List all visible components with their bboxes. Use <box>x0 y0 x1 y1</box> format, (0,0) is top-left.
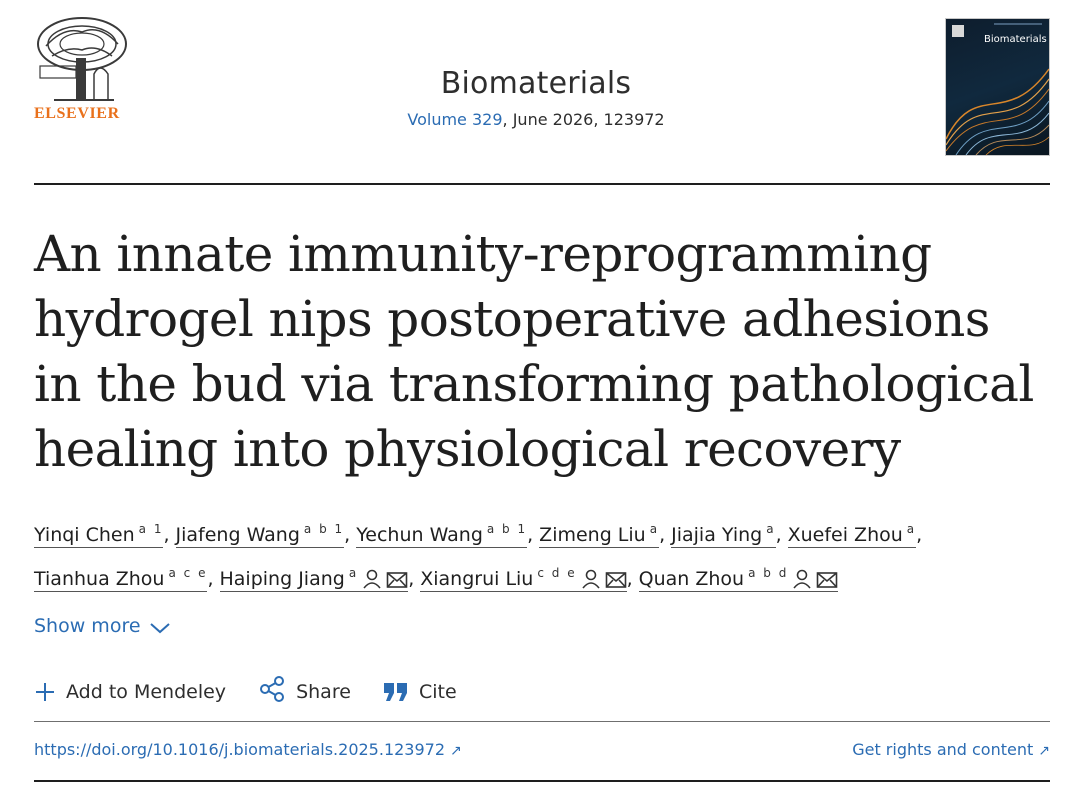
author-name: Jiafeng Wang <box>175 524 300 546</box>
author-name: Yinqi Chen <box>34 524 135 546</box>
article-actions <box>34 675 483 703</box>
rights-link[interactable] <box>852 740 1050 759</box>
author-item[interactable] <box>34 554 220 598</box>
chevron-down-icon <box>149 621 171 635</box>
author-affiliation-marks: a b 1 <box>303 522 345 536</box>
author-item[interactable] <box>220 554 421 598</box>
article-title: An innate immunity-reprogramming hydrogel nips postoperative adhesions in the bud via transforming pathological healing into physiological recovery <box>34 225 1034 478</box>
share-icon <box>258 675 286 703</box>
elsevier-tree-icon <box>34 16 130 102</box>
author-affiliation-marks: c d e <box>537 566 577 580</box>
author-link[interactable] <box>539 524 659 548</box>
author-item[interactable] <box>788 510 929 554</box>
author-name: Quan Zhou <box>638 568 745 590</box>
author-affiliation-marks: a c e <box>168 566 208 580</box>
author-separator: , <box>916 524 923 546</box>
author-separator: , <box>775 524 782 546</box>
author-name: Tianhua Zhou <box>34 568 165 590</box>
author-item[interactable] <box>176 510 357 554</box>
author-separator: , <box>344 524 351 546</box>
author-link[interactable] <box>34 568 207 592</box>
author-item[interactable] <box>539 510 671 554</box>
author-item[interactable] <box>639 554 845 598</box>
cite-label: Cite <box>418 681 457 703</box>
mail-icon <box>816 571 838 589</box>
show-more-link[interactable] <box>34 615 171 637</box>
cite-button[interactable] <box>383 681 457 703</box>
share-label: Share <box>296 681 351 703</box>
author-name: Xuefei Zhou <box>787 524 903 546</box>
author-link[interactable] <box>176 524 345 548</box>
author-link[interactable] <box>671 524 775 548</box>
cover-journal-label: Biomaterials <box>984 34 1047 45</box>
share-button[interactable] <box>258 675 351 703</box>
doi-url: https://doi.org/10.1016/j.biomaterials.2025.123972 <box>34 740 446 759</box>
add-to-mendeley-button[interactable] <box>34 681 226 703</box>
show-more-label: Show more <box>34 615 141 637</box>
cover-artwork <box>946 19 1049 155</box>
author-item[interactable] <box>671 510 787 554</box>
author-link[interactable] <box>420 568 626 592</box>
header-divider <box>34 183 1050 185</box>
author-link[interactable] <box>34 524 163 548</box>
author-item[interactable] <box>356 510 539 554</box>
author-list <box>34 510 1050 598</box>
author-affiliation-marks: a <box>649 522 660 536</box>
author-item[interactable] <box>34 510 176 554</box>
mendeley-label: Add to Mendeley <box>66 681 227 703</box>
author-separator: , <box>527 524 534 546</box>
journal-info <box>284 64 788 129</box>
journal-header <box>34 12 1050 184</box>
author-name: Haiping Jiang <box>219 568 345 590</box>
rights-label: Get rights and content <box>852 740 1034 759</box>
person-icon <box>792 569 812 589</box>
author-separator: , <box>163 524 170 546</box>
author-link[interactable] <box>356 524 527 548</box>
author-item[interactable] <box>420 554 638 598</box>
volume-link[interactable]: Volume 329 <box>407 110 503 129</box>
publisher-name: ELSEVIER <box>34 105 120 122</box>
external-arrow-icon: ↗ <box>1038 743 1050 759</box>
footer-divider <box>34 780 1050 782</box>
issue-details: , June 2026, 123972 <box>502 110 665 129</box>
author-link[interactable] <box>220 568 409 592</box>
author-name: Xiangrui Liu <box>420 568 534 590</box>
mail-icon <box>605 571 627 589</box>
doi-link[interactable] <box>34 740 462 759</box>
author-affiliation-marks: a <box>348 566 359 580</box>
external-arrow-icon: ↗ <box>450 743 462 759</box>
author-link[interactable] <box>788 524 917 548</box>
journal-cover-image[interactable] <box>945 18 1050 156</box>
author-name: Yechun Wang <box>356 524 483 546</box>
author-separator: , <box>626 568 633 590</box>
author-affiliation-marks: a b 1 <box>486 522 528 536</box>
person-icon <box>362 569 382 589</box>
author-separator: , <box>408 568 415 590</box>
author-link[interactable] <box>639 568 839 592</box>
journal-title[interactable]: Biomaterials <box>440 66 632 101</box>
author-affiliation-marks: a <box>766 522 776 536</box>
author-separator: , <box>207 568 214 590</box>
author-affiliation-marks: a b d <box>748 566 789 580</box>
author-name: Jiajia Ying <box>671 524 763 546</box>
actions-divider <box>34 721 1050 722</box>
plus-icon <box>34 681 56 703</box>
issue-info <box>284 110 788 129</box>
author-affiliation-marks: a <box>906 522 917 536</box>
author-separator: , <box>659 524 666 546</box>
elsevier-logo[interactable] <box>34 16 130 128</box>
quote-icon <box>383 681 409 703</box>
person-icon <box>581 569 601 589</box>
author-affiliation-marks: a 1 <box>138 522 164 536</box>
author-name: Zimeng Liu <box>539 524 646 546</box>
mail-icon <box>386 571 408 589</box>
